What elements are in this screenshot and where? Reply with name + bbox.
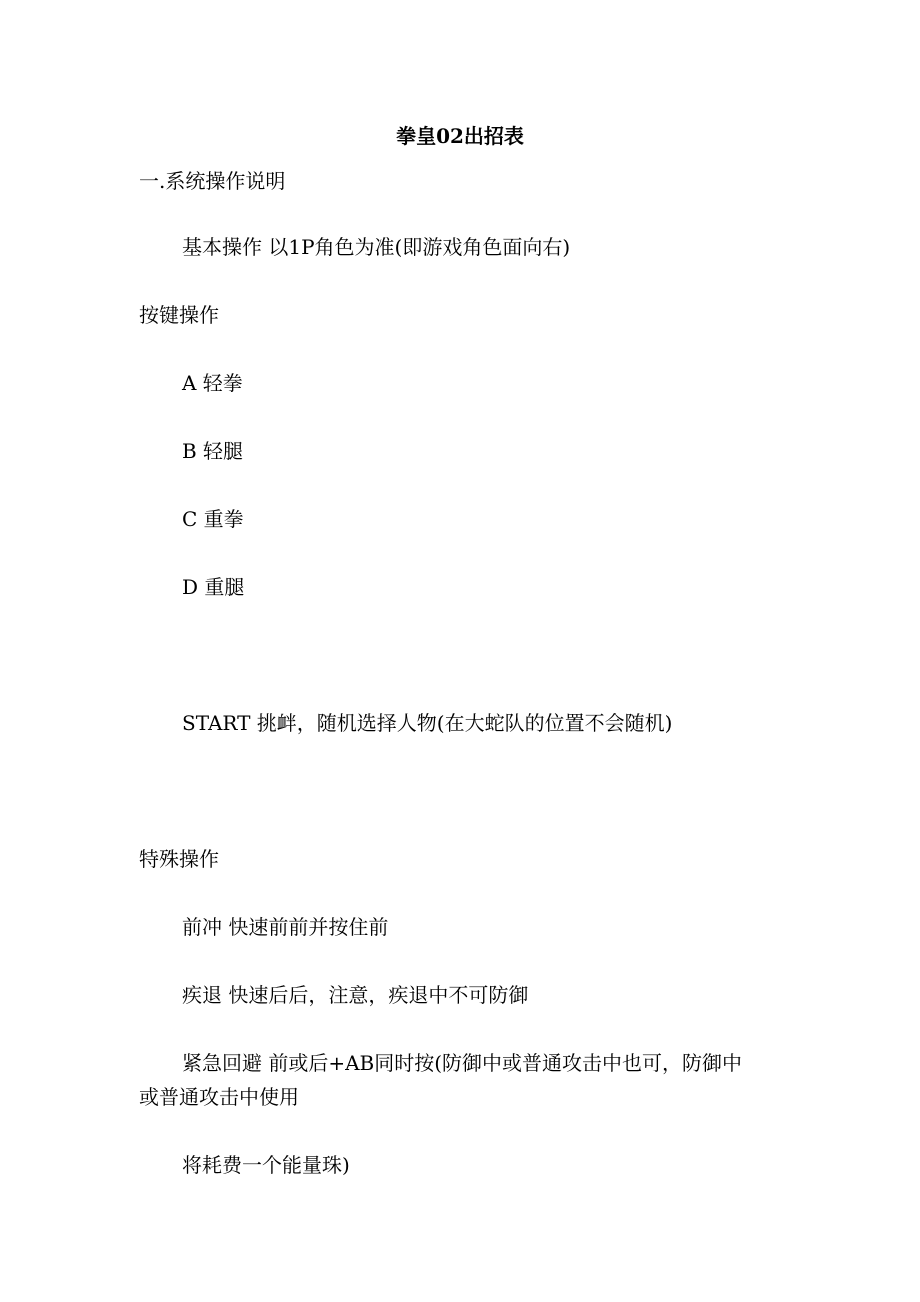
key-item-b: B 轻腿 <box>182 439 244 463</box>
dash-text: 前冲 快速前前并按住前 <box>182 915 389 939</box>
special-ops-heading: 特殊操作 <box>139 847 219 871</box>
start-key-text: START 挑衅，随机选择人物(在大蛇队的位置不会随机) <box>182 711 673 735</box>
key-item-c: C 重拳 <box>182 507 244 531</box>
evade-text-line2: 或普通攻击中使用 <box>139 1085 299 1109</box>
key-item-a: A 轻拳 <box>182 371 243 395</box>
key-ops-heading: 按键操作 <box>139 303 219 327</box>
evade-text-line1: 紧急回避 前或后+AB同时按(防御中或普通攻击中也可，防御中 <box>182 1051 743 1075</box>
document-title: 拳皇02出招表 <box>396 124 524 148</box>
key-item-d: D 重腿 <box>182 575 245 599</box>
section-heading-system: 一.系统操作说明 <box>139 169 286 193</box>
backstep-text: 疾退 快速后后，注意，疾退中不可防御 <box>182 983 529 1007</box>
basic-ops-text: 基本操作 以1P角色为准(即游戏角色面向右) <box>182 235 571 259</box>
evade-text-line3: 将耗费一个能量珠) <box>182 1153 350 1177</box>
